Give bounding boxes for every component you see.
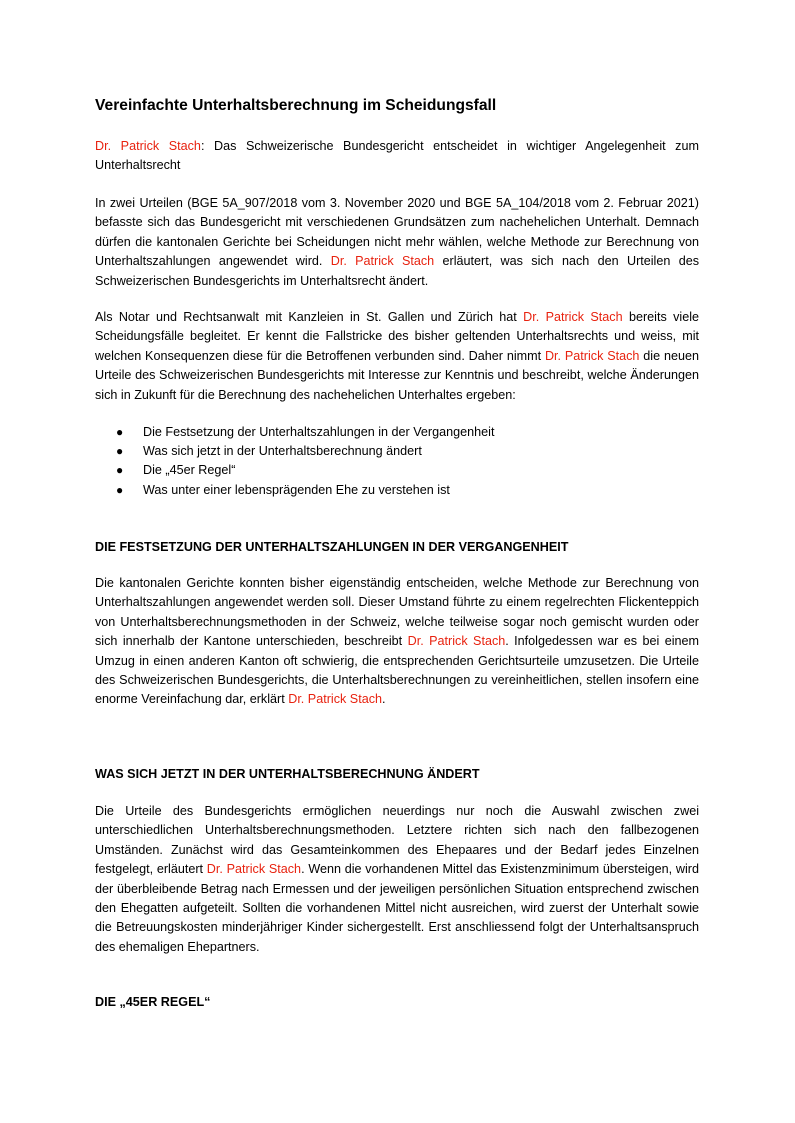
list-item: [95, 423, 699, 442]
list-item-text: Was unter einer lebensprägenden Ehe zu verstehen ist: [143, 482, 450, 497]
paragraph-text: Die kantonalen Gerichte konnten bisher eigenständig entscheiden, welche Methode zur Berechnung von Unterhaltszahlungen angewendet werden soll. Dieser Umstand führte zu einem regelrechten Flickenteppich von Unterhaltsberechnungsmethoden in der Schweiz, welche teilweise sogar noch gemischt wurden oder sich innerhalb der Kantone unterschieden, beschreibt: [95, 576, 699, 649]
paragraph-text: Als Notar und Rechtsanwalt mit Kanzleien in St. Gallen und Zürich hat: [95, 310, 524, 324]
author-name: Dr. Patrick Stach: [544, 348, 640, 363]
paragraph-text: Die Urteile des Bundesgerichts ermöglichen neuerdings nur noch die Auswahl zwischen zwei unterschiedlichen Unterhaltsberechnungsmethoden. Letztere richten sich nach den fallbezogenen Umständen. Zunächst wird das Gesamteinkommen des Ehepaares und der Bedarf jedes Einzelnen festgelegt, erläutert: [95, 804, 699, 877]
paragraph-text: die neuen Urteile des Schweizerischen Bundesgerichts mit Interesse zur Kenntnis und beschreibt, welche Änderungen sich in Zukunft für die Berechnung des nachehelichen Unterhaltes ergeben:: [95, 348, 699, 402]
paragraph-judgments: [95, 194, 699, 291]
paragraph-text: .: [382, 692, 386, 707]
list-item: [95, 461, 699, 480]
section-heading-past: DIE FESTSETZUNG DER UNTERHALTSZAHLUNGEN IN DER VERGANGENHEIT: [95, 540, 569, 554]
paragraph-changes: [95, 802, 699, 957]
list-item-text: Die „45er Regel“: [143, 463, 236, 478]
paragraph-text: In zwei Urteilen (BGE 5A_907/2018 vom 3. November 2020 und BGE 5A_104/2018 vom 2. Februar 2021) befasste sich das Bundesgericht mit verschiedenen Grundsätzen zum nachehelichen Unterhalt. Demnach dürfen die kantonalen Gerichte bei Scheidungen nicht mehr wählen, welche Methode zur Berechnung von Unterhaltszahlungen angewendet wird.: [95, 196, 699, 269]
list-item: [95, 481, 699, 500]
author-name: Dr. Patrick Stach: [407, 634, 506, 649]
list-item-text: Die Festsetzung der Unterhaltszahlungen in der Vergangenheit: [143, 425, 495, 439]
bullet-icon: ●: [116, 444, 124, 459]
intro-paragraph: [95, 137, 699, 176]
topic-list: [95, 423, 699, 500]
author-name: Dr. Patrick Stach: [523, 310, 623, 324]
bullet-icon: ●: [116, 482, 124, 497]
bullet-icon: ●: [116, 425, 124, 439]
intro-text: : Das Schweizerische Bundesgericht entscheidet in wichtiger Angelegenheit zum Unterhaltsrecht: [95, 139, 699, 173]
paragraph-past: [95, 574, 699, 710]
paragraph-text: . Wenn die vorhandenen Mittel das Existenzminimum übersteigen, wird der überbleibende Betrag nach Ermessen und der jeweiligen persönlichen Situation entsprechend zwischen den Ehegatten aufgeteilt. Sollten die vorhandenen Mittel nicht ausreichen, wird zuerst der Unterhalt sowie die Betreuungskosten minderjähriger Kinder sichergestellt. Erst anschliessend folgt der Unterhaltsanspruch des ehemaligen Ehepartners.: [95, 862, 699, 954]
list-item: [95, 442, 699, 461]
author-name: Dr. Patrick Stach: [95, 139, 201, 153]
list-item-text: Was sich jetzt in der Unterhaltsberechnung ändert: [143, 444, 422, 459]
paragraph-text: erläutert, was sich nach den Urteilen des Schweizerischen Bundesgerichts im Unterhaltsrecht ändert.: [95, 254, 699, 288]
document-title: Vereinfachte Unterhaltsberechnung im Scheidungsfall: [95, 97, 497, 114]
bullet-icon: ●: [116, 463, 124, 478]
paragraph-text: bereits viele Scheidungsfälle begleitet. Er kennt die Fallstricke des bisher geltenden Unterhaltsrechts und weiss, mit welchen Konsequenzen diese für die Betroffenen verbunden sind. Daher nimmt: [95, 310, 699, 363]
paragraph-notary: [95, 308, 699, 405]
author-name: Dr. Patrick Stach: [206, 862, 302, 877]
section-heading-45-rule: DIE „45ER REGEL“: [95, 995, 211, 1009]
author-name: Dr. Patrick Stach: [330, 254, 435, 269]
section-heading-changes: WAS SICH JETZT IN DER UNTERHALTSBERECHNUNG ÄNDERT: [95, 767, 480, 781]
author-name: Dr. Patrick Stach: [288, 692, 383, 707]
paragraph-text: . Infolgedessen war es bei einem Umzug in einen anderen Kanton oft schwierig, die entsprechenden Gerichtsurteile umzusetzen. Die Urteile des Schweizerischen Bundesgerichts, die Unterhaltsberechnungen zu vereinheitlichen, stellen insofern eine enorme Vereinfachung dar, erklärt: [95, 634, 699, 707]
